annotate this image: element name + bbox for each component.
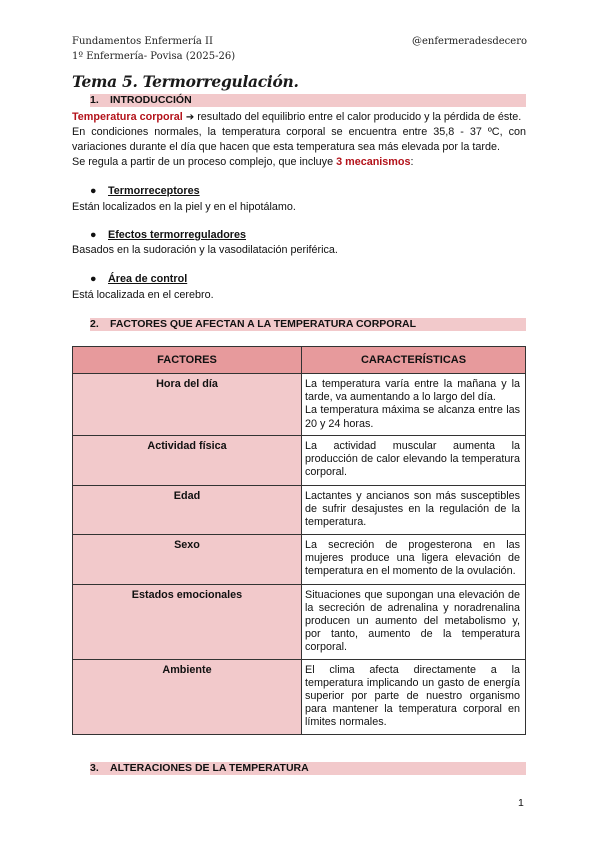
factor-cell: Edad (73, 486, 302, 535)
characteristics-cell: El clima afecta directamente a la temperatura implicando un gasto de energía superior por parte de nuestro organismo para mantener la temperatura corporal en límites normales. (302, 659, 526, 734)
section-label: FACTORES QUE AFECTAN A LA TEMPERATURA CORPORAL (110, 318, 417, 330)
section-number: 1. (90, 94, 99, 106)
bullet-text: Están localizados en la piel y en el hipotálamo. (72, 201, 296, 213)
page-number: 1 (518, 797, 524, 809)
section-number: 3. (90, 762, 99, 774)
bullet-icon: ● (90, 229, 97, 241)
characteristics-text: La temperatura máxima se alcanza entre las 20 y 24 horas. (305, 404, 520, 430)
characteristics-text: La temperatura varía entre la mañana y la tarde, va aumentando a lo largo del día. (305, 378, 520, 404)
characteristics-cell: La actividad muscular aumenta la producción de calor elevando la temperatura corporal. (302, 436, 526, 486)
table-row (73, 584, 526, 659)
column-header-caracteristicas: CARACTERÍSTICAS (302, 347, 526, 374)
term-temperatura-corporal: Temperatura corporal (72, 111, 183, 123)
bullet-efectos-termorreguladores (90, 229, 246, 241)
intro-mechanisms-suffix: : (410, 156, 414, 168)
intro-definition: resultado del equilibrio entre el calor producido y la pérdida de éste. (197, 111, 522, 123)
table-row (73, 486, 526, 535)
bullet-area-de-control (90, 273, 187, 285)
factor-cell: Ambiente (73, 659, 302, 734)
intro-mechanisms-highlight: 3 mecanismos (336, 156, 411, 168)
right-arrow-icon: ➔ (185, 112, 195, 123)
bullet-icon: ● (90, 273, 97, 285)
header-group: 1º Enfermería- Povisa (2025-26) (72, 51, 236, 62)
intro-normal-range: En condiciones normales, la temperatura corporal se encuentra entre 35,8 - 37 ºC, con variaciones durante el día que hacen que esta temperatura sea más elevada por la tarde. (72, 126, 526, 153)
bullet-termorreceptores (90, 185, 200, 197)
characteristics-cell: Situaciones que supongan una elevación de la secreción de adrenalina y noradrenalina producen un aumento del metabolismo y, por tanto, aumento de la temperatura corporal. (302, 584, 526, 659)
header-course: Fundamentos Enfermería II (72, 36, 213, 47)
table-row (73, 374, 526, 436)
bullet-title: Termorreceptores (108, 185, 200, 197)
table-row (73, 436, 526, 486)
factor-cell: Actividad física (73, 436, 302, 486)
bullet-text: Está localizada en el cerebro. (72, 289, 214, 301)
section-label: ALTERACIONES DE LA TEMPERATURA (110, 762, 309, 774)
section-heading-introduccion (90, 94, 526, 107)
header-handle: @enfermeradesdecero (412, 36, 527, 47)
characteristics-cell: La secreción de progesterona en las mujeres produce una ligera elevación de temperatura en el momento de la ovulación. (302, 534, 526, 584)
bullet-title: Efectos termorreguladores (108, 229, 247, 241)
intro-paragraph (72, 110, 526, 170)
factors-table (72, 346, 526, 735)
table-header-row (73, 347, 526, 374)
section-label: INTRODUCCIÓN (110, 94, 192, 106)
section-heading-alteraciones (90, 762, 526, 775)
bullet-icon: ● (90, 185, 97, 197)
characteristics-cell (302, 374, 526, 436)
table-row (73, 659, 526, 734)
column-header-factores: FACTORES (73, 347, 302, 374)
bullet-text: Basados en la sudoración y la vasodilatación periférica. (72, 244, 338, 256)
factor-cell: Sexo (73, 534, 302, 584)
section-number: 2. (90, 318, 99, 330)
document-title: Tema 5. Termorregulación. (72, 72, 299, 91)
characteristics-cell: Lactantes y ancianos son más susceptibles de sufrir desajustes en la regulación de la temperatura. (302, 486, 526, 535)
bullet-title: Área de control (108, 273, 188, 285)
factor-cell: Estados emocionales (73, 584, 302, 659)
table-row (73, 534, 526, 584)
section-heading-factores (90, 318, 526, 331)
intro-mechanisms-prefix: Se regula a partir de un proceso complejo, que incluye (72, 156, 337, 168)
factor-cell: Hora del día (73, 374, 302, 436)
